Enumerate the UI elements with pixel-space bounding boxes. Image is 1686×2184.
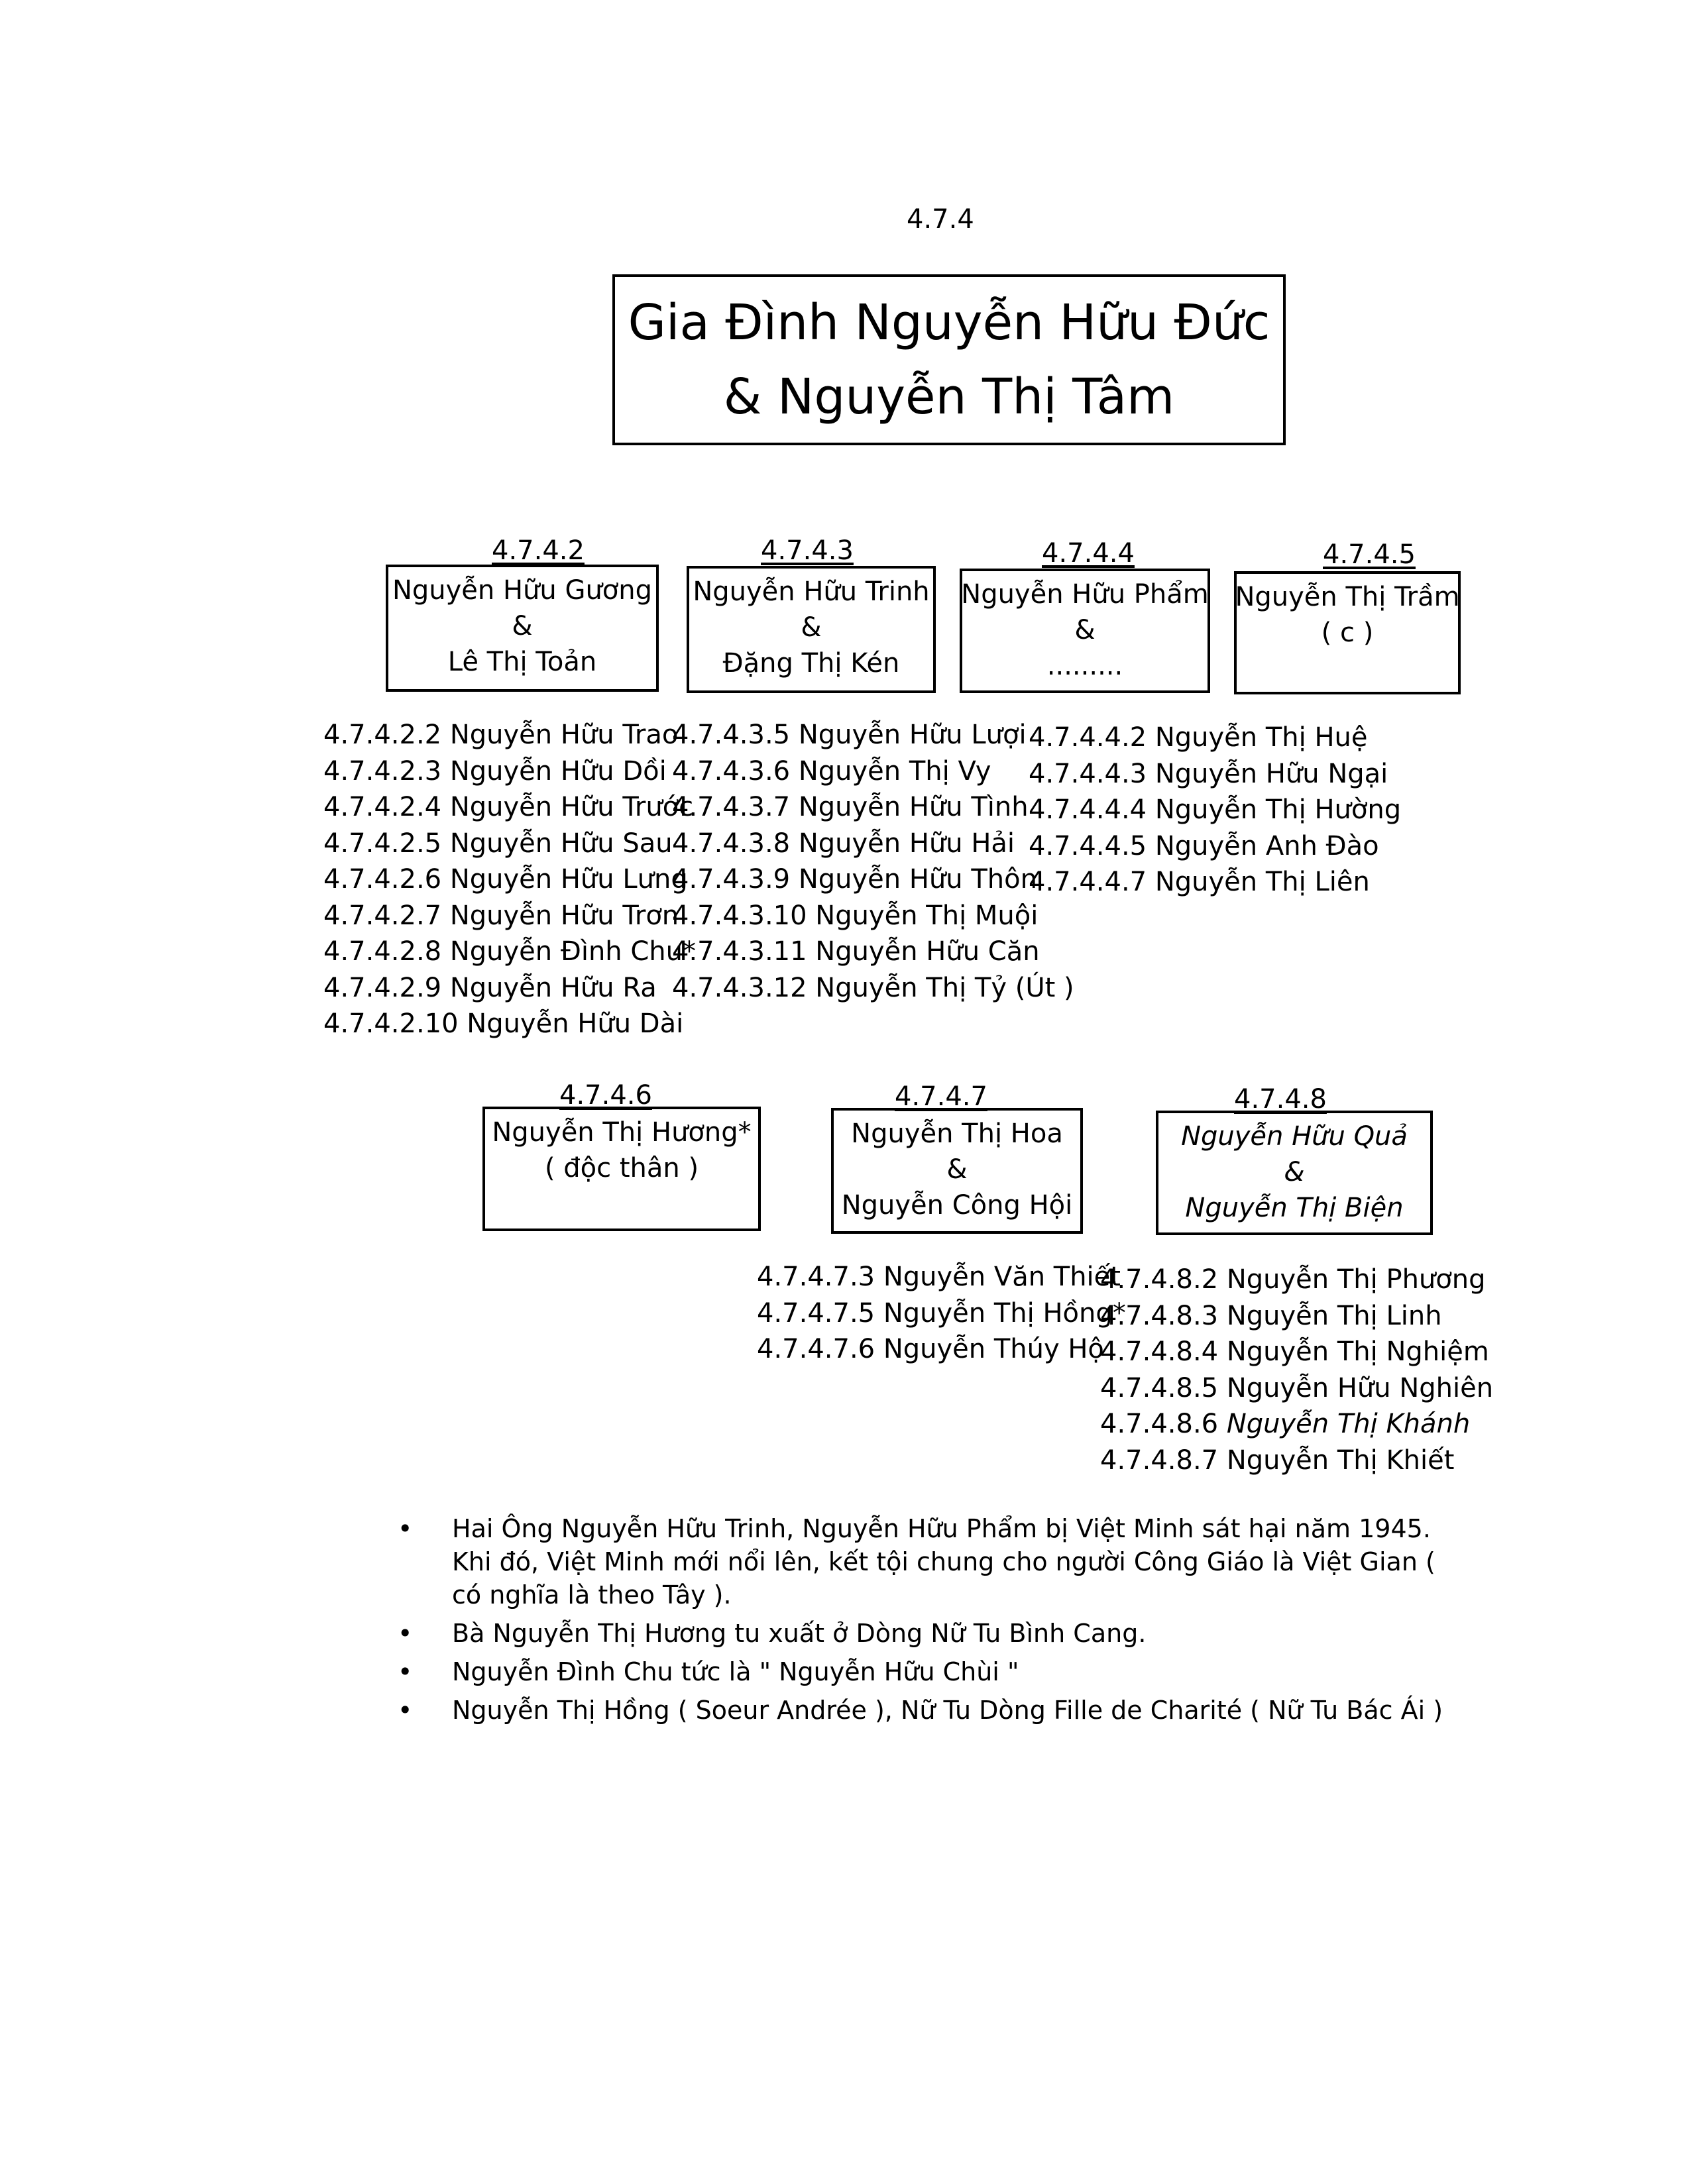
child-entry: 4.7.4.2.3 Nguyễn Hữu Dồi xyxy=(323,755,667,787)
child-code: 4.7.4.8.4 xyxy=(1100,1337,1219,1367)
family-title-line2: & Nguyễn Thị Tâm xyxy=(723,368,1175,425)
branch-4747-line1: Nguyễn Thị Hoa xyxy=(851,1119,1063,1149)
bullet-icon: • xyxy=(398,1514,413,1543)
child-entry xyxy=(1100,1406,1493,1443)
child-code: 4.7.4.8.6 xyxy=(1100,1409,1219,1439)
child-entry: 4.7.4.4.5 Nguyễn Anh Đào xyxy=(1029,830,1379,861)
child-name: Nguyễn Hữu Nghiên xyxy=(1226,1372,1494,1403)
child-entry xyxy=(1100,1443,1493,1479)
branch-4743-line1: Nguyễn Hữu Trinh xyxy=(693,576,930,607)
child-name: Nguyễn Thị Phương xyxy=(1226,1264,1486,1295)
child-code: 4.7.4.8.3 xyxy=(1100,1300,1219,1331)
child-entry: 4.7.4.2.4 Nguyễn Hữu Trước xyxy=(323,792,694,822)
child-entry xyxy=(1100,1262,1493,1298)
child-entry xyxy=(1100,1298,1493,1335)
child-entry: 4.7.4.7.3 Nguyễn Văn Thiết xyxy=(757,1262,1121,1292)
note-text: Nguyễn Thị Hồng ( Soeur Andrée ), Nữ Tu Dòng Fille de Charité ( Nữ Tu Bác Ái ) xyxy=(452,1696,1443,1725)
branch-4748-line3: Nguyễn Thị Biện xyxy=(1185,1193,1404,1223)
branch-4747-line3: Nguyễn Công Hội xyxy=(841,1190,1073,1221)
bullet-icon: • xyxy=(398,1619,413,1648)
children-list-4743 xyxy=(672,717,1074,1006)
branch-box-4742 xyxy=(386,565,659,692)
note-item xyxy=(398,1512,1471,1611)
branch-4746-line2: ( độc thân ) xyxy=(544,1153,699,1183)
family-title-line1: Gia Đình Nguyễn Hữu Đức xyxy=(628,294,1270,351)
child-entry: 4.7.4.2.5 Nguyễn Hữu Sau xyxy=(323,828,673,859)
branch-box-4744 xyxy=(960,569,1210,693)
child-name: Nguyễn Thị Khánh xyxy=(1226,1409,1471,1439)
child-entry xyxy=(1100,1370,1493,1407)
child-entry: 4.7.4.3.8 Nguyễn Hữu Hải xyxy=(672,828,1015,859)
branch-box-4747 xyxy=(831,1108,1083,1234)
bullet-icon: • xyxy=(398,1696,413,1725)
branch-4743-line2: & xyxy=(801,612,822,643)
children-list-4744 xyxy=(1029,720,1401,901)
child-code: 4.7.4.8.7 xyxy=(1100,1445,1219,1476)
child-entry: 4.7.4.2.7 Nguyễn Hữu Trơn xyxy=(323,900,679,931)
child-entry: 4.7.4.4.4 Nguyễn Thị Hường xyxy=(1029,794,1402,825)
branch-box-4748 xyxy=(1156,1111,1433,1235)
child-entry: 4.7.4.2.6 Nguyễn Hữu Lưng xyxy=(323,864,688,895)
child-entry: 4.7.4.7.5 Nguyễn Thị Hồng* xyxy=(757,1297,1126,1329)
notes-list xyxy=(398,1512,1471,1732)
child-entry: 4.7.4.4.2 Nguyễn Thị Huệ xyxy=(1029,722,1368,753)
branch-4747-line2: & xyxy=(946,1154,968,1185)
child-entry: 4.7.4.2.10 Nguyễn Hữu Dài xyxy=(323,1009,684,1039)
child-entry: 4.7.4.4.3 Nguyễn Hữu Ngại xyxy=(1029,758,1388,789)
note-item xyxy=(398,1694,1471,1727)
child-name: Nguyễn Thị Khiết xyxy=(1226,1445,1455,1476)
child-entry: 4.7.4.2.2 Nguyễn Hữu Trao xyxy=(323,720,679,750)
branch-4748-line1: Nguyễn Hữu Quả xyxy=(1181,1121,1408,1152)
child-code: 4.7.4.8.2 xyxy=(1100,1264,1219,1295)
branch-box-4746 xyxy=(482,1107,761,1231)
branch-4744-line1: Nguyễn Hữu Phẩm xyxy=(961,579,1209,610)
branch-code-4743: 4.7.4.3 xyxy=(761,535,854,566)
branch-4742-line1: Nguyễn Hữu Gương xyxy=(392,575,653,606)
child-entry: 4.7.4.3.10 Nguyễn Thị Muội xyxy=(672,900,1039,931)
branch-box-4743 xyxy=(687,566,936,693)
branch-4748-line2: & xyxy=(1284,1157,1305,1187)
child-entry: 4.7.4.3.9 Nguyễn Hữu Thôn xyxy=(672,864,1037,895)
note-text: Hai Ông Nguyễn Hữu Trinh, Nguyễn Hữu Phẩm bị Việt Minh sát hại năm 1945. Khi đó, Việt Minh mới nổi lên, kết tội chung cho người Công Giáo là Việt Gian ( có nghĩa là theo Tây ). xyxy=(452,1514,1435,1610)
note-item xyxy=(398,1655,1471,1688)
branch-4743-line3: Đặng Thị Kén xyxy=(722,648,900,679)
family-title-box xyxy=(612,274,1286,445)
branch-4746-line1: Nguyễn Thị Hương* xyxy=(492,1117,752,1148)
branch-box-4745 xyxy=(1234,571,1461,694)
child-entry: 4.7.4.4.7 Nguyễn Thị Liên xyxy=(1029,867,1370,897)
branch-4744-line3: ......... xyxy=(1046,651,1123,681)
children-list-4748 xyxy=(1100,1262,1493,1478)
section-number: 4.7.4 xyxy=(907,204,974,235)
children-list-4742 xyxy=(323,717,696,1042)
children-list-4747 xyxy=(757,1259,1126,1368)
note-text: Bà Nguyễn Thị Hương tu xuất ở Dòng Nữ Tu Bình Cang. xyxy=(452,1619,1147,1648)
branch-4745-line1: Nguyễn Thị Trầm xyxy=(1235,582,1460,612)
child-entry: 4.7.4.3.11 Nguyễn Hữu Căn xyxy=(672,936,1040,967)
bullet-icon: • xyxy=(398,1657,413,1686)
child-code: 4.7.4.8.5 xyxy=(1100,1372,1219,1403)
child-entry: 4.7.4.2.9 Nguyễn Hữu Ra xyxy=(323,972,657,1003)
child-entry: 4.7.4.3.12 Nguyễn Thị Tỷ (Út ) xyxy=(672,972,1074,1003)
child-entry: 4.7.4.3.7 Nguyễn Hữu Tình xyxy=(672,792,1029,822)
branch-code-4744: 4.7.4.4 xyxy=(1042,538,1135,569)
child-name: Nguyễn Thị Nghiệm xyxy=(1226,1337,1489,1367)
child-entry: 4.7.4.3.6 Nguyễn Thị Vy xyxy=(672,755,991,787)
note-item xyxy=(398,1617,1471,1650)
branch-4742-line2: & xyxy=(512,611,533,641)
branch-code-4742: 4.7.4.2 xyxy=(492,535,585,566)
branch-code-4746: 4.7.4.6 xyxy=(559,1080,652,1111)
branch-code-4747: 4.7.4.7 xyxy=(895,1081,987,1112)
note-text: Nguyễn Đình Chu tức là " Nguyễn Hữu Chùi " xyxy=(452,1657,1019,1686)
child-entry xyxy=(1100,1334,1493,1370)
child-entry: 4.7.4.7.6 Nguyễn Thúy Hộ xyxy=(757,1334,1104,1364)
branch-4744-line2: & xyxy=(1074,615,1096,645)
branch-4745-line2: ( c ) xyxy=(1321,618,1374,648)
branch-4742-line3: Lê Thị Toản xyxy=(447,647,597,677)
child-entry: 4.7.4.2.8 Nguyễn Đình Chu* xyxy=(323,936,696,967)
branch-code-4745: 4.7.4.5 xyxy=(1323,539,1416,570)
branch-code-4748: 4.7.4.8 xyxy=(1234,1084,1327,1115)
child-entry: 4.7.4.3.5 Nguyễn Hữu Lượi xyxy=(672,720,1027,750)
child-name: Nguyễn Thị Linh xyxy=(1226,1300,1442,1331)
